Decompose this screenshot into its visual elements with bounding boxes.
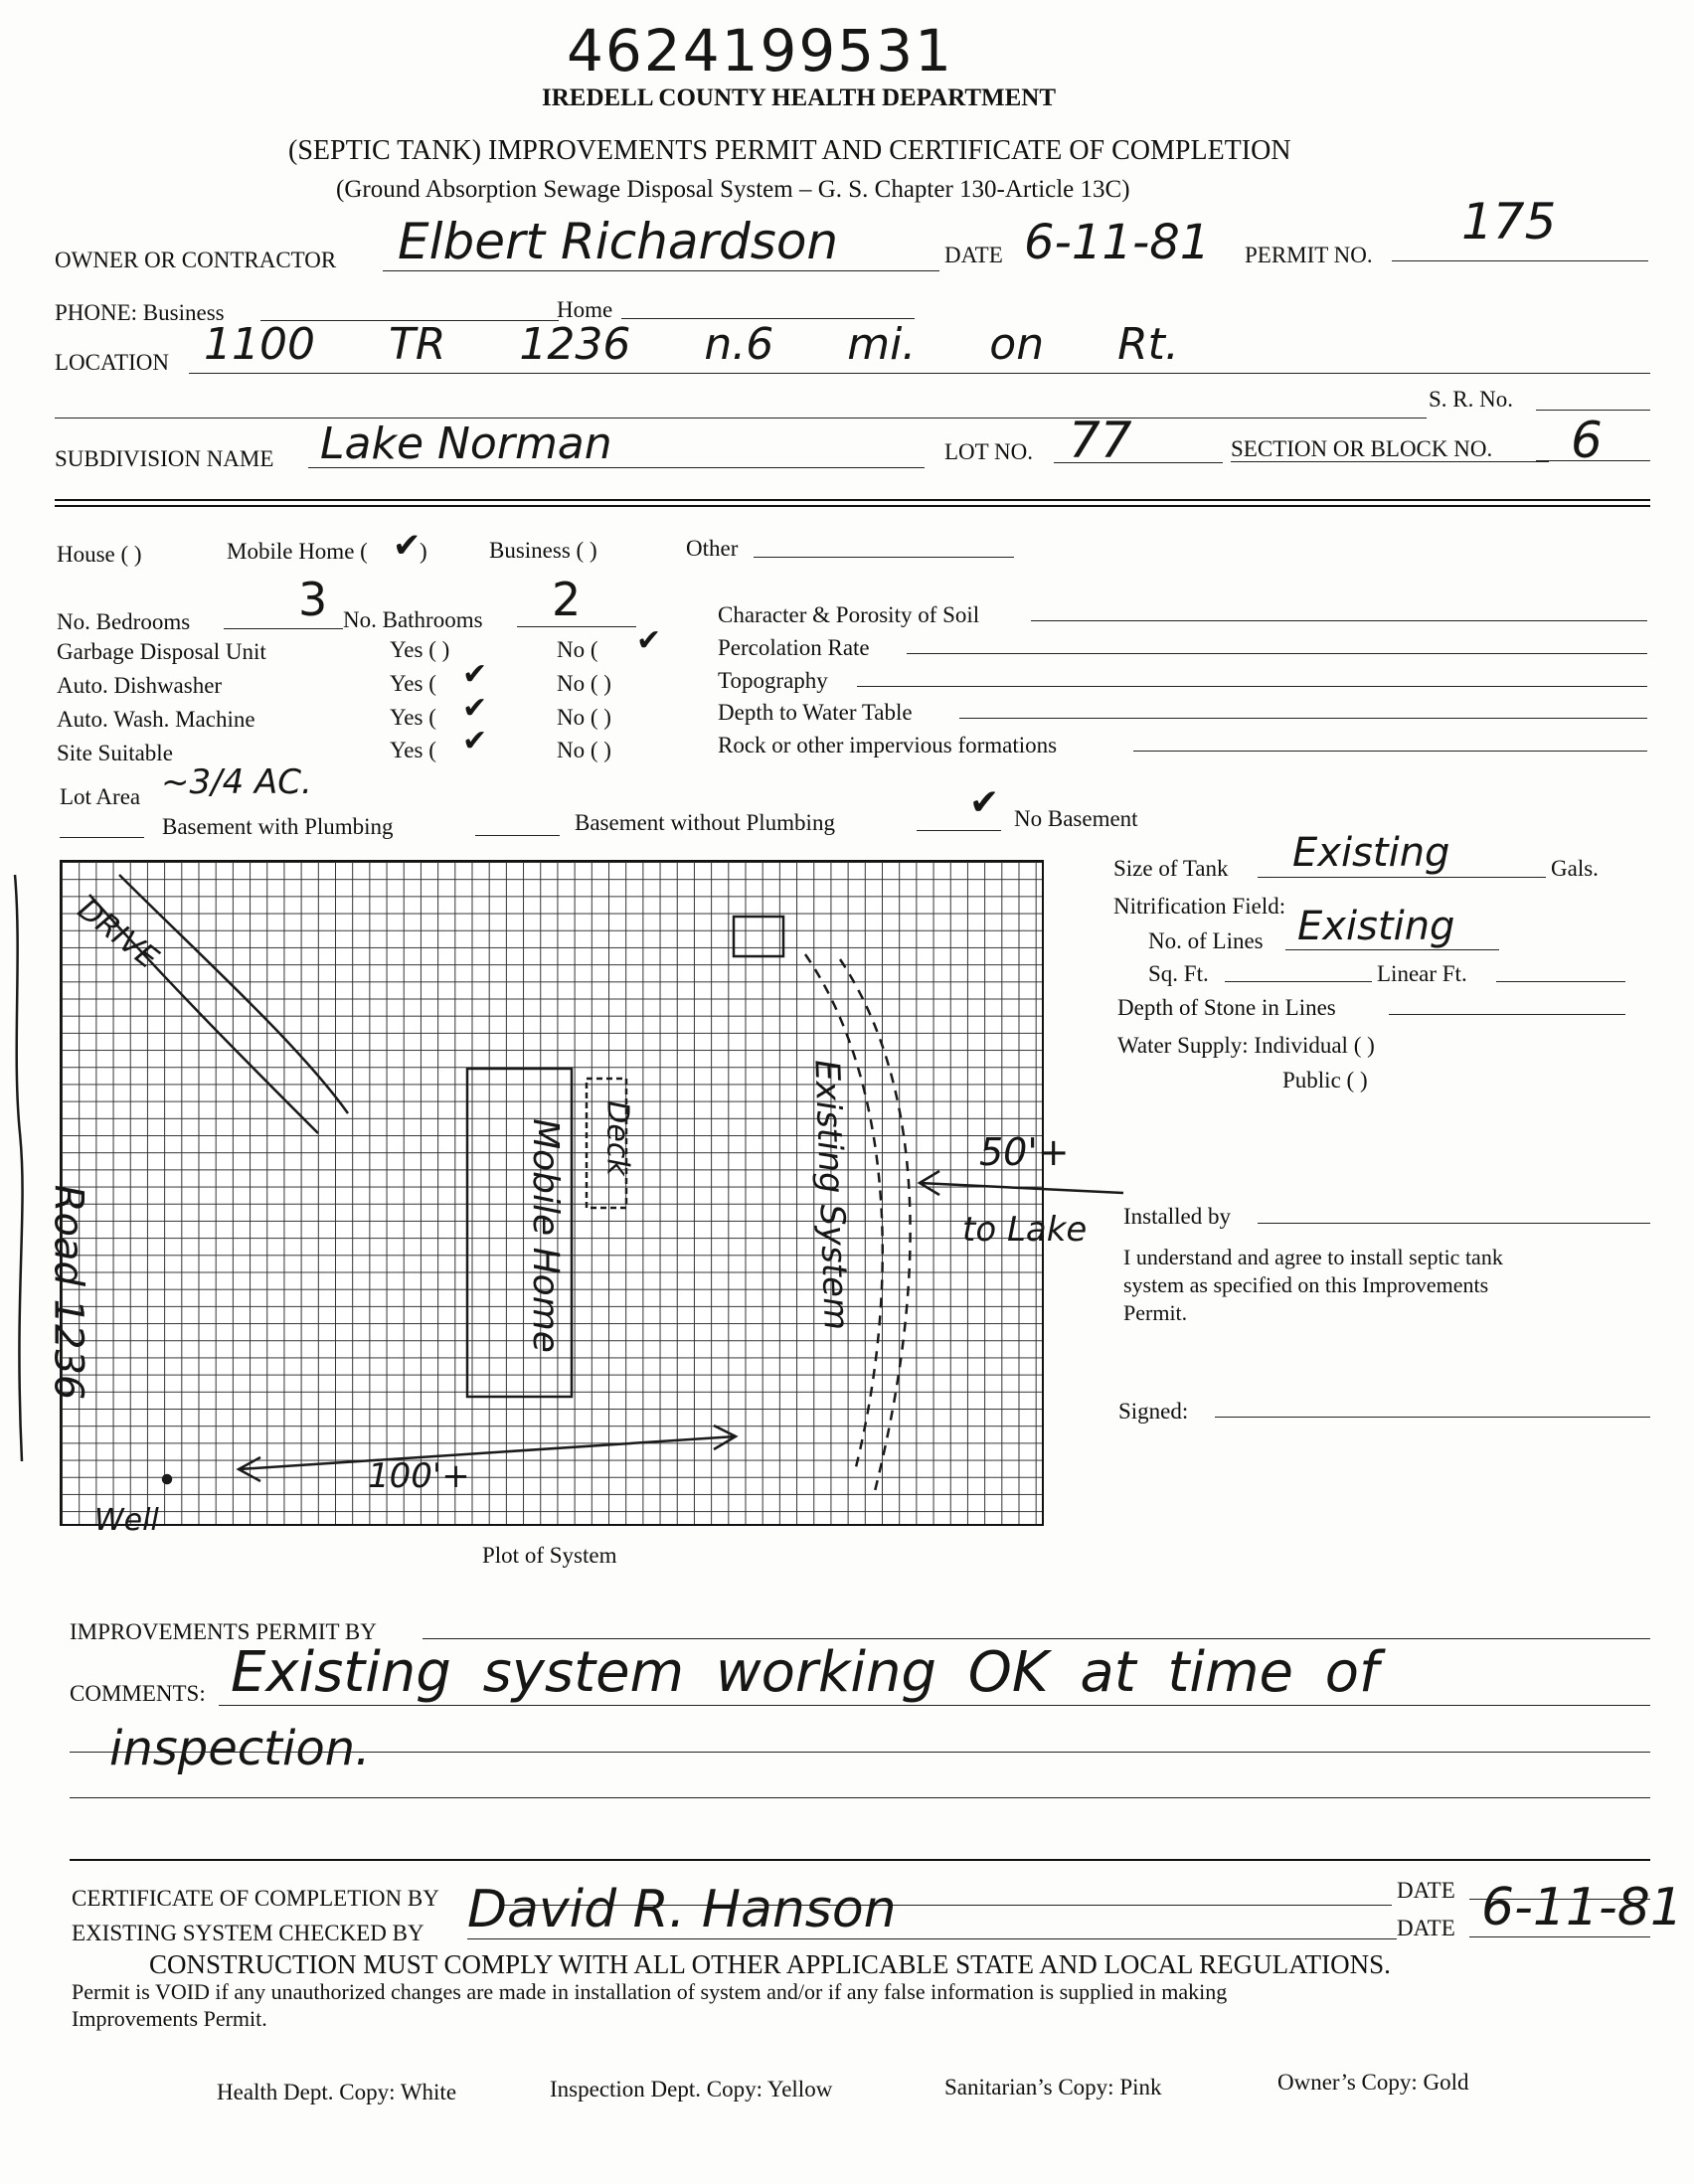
subdivision-value[interactable]: Lake Norman [320, 419, 612, 469]
phone-business-label: PHONE: Business [55, 300, 225, 325]
basement-without-plumbing[interactable]: Basement without Plumbing [575, 810, 835, 835]
row-washer-yes[interactable]: Yes ( [390, 705, 436, 730]
row-garbage-yes[interactable]: Yes ( ) [390, 637, 450, 662]
bathrooms-label: No. Bathrooms [343, 607, 483, 632]
signed-label: Signed: [1118, 1399, 1189, 1424]
plot-deck-label: Deck [599, 1100, 635, 1176]
section-label: SECTION OR BLOCK NO. [1231, 436, 1493, 461]
type-house[interactable]: House ( ) [57, 542, 142, 567]
plot-well-label: Well [94, 1503, 159, 1538]
comments-line-1[interactable]: Existing system working OK at time of [231, 1640, 1379, 1705]
sqft-label: Sq. Ft. [1148, 961, 1209, 986]
checked-signature[interactable]: David R. Hanson [467, 1880, 897, 1939]
row-site-yes[interactable]: Yes ( [390, 738, 436, 762]
plot-distance-lake: 50'+ [979, 1130, 1070, 1174]
type-business[interactable]: Business ( ) [489, 538, 597, 563]
lot-value[interactable]: 77 [1069, 412, 1132, 469]
basement-with-plumbing[interactable]: Basement with Plumbing [162, 814, 394, 839]
row-site-no[interactable]: No ( ) [557, 738, 611, 762]
form-subtitle: (Ground Absorption Sewage Disposal System – G. S. Chapter 130-Article 13C) [336, 176, 1130, 203]
permit-value[interactable]: 175 [1461, 193, 1557, 251]
certificate-date-label: DATE [1397, 1878, 1455, 1903]
bathrooms-value[interactable]: 2 [552, 573, 582, 626]
bedrooms-value[interactable]: 3 [298, 573, 328, 626]
permit-label: PERMIT NO. [1245, 243, 1373, 267]
owner-label: OWNER OR CONTRACTOR [55, 248, 337, 272]
checked-date-label: DATE [1397, 1916, 1455, 1940]
phone-home-label: Home [557, 297, 613, 322]
row-site-label: Site Suitable [57, 741, 173, 765]
lines-label: No. of Lines [1148, 928, 1264, 953]
owner-value[interactable]: Elbert Richardson [398, 213, 839, 270]
plot-existing-system-label: Existing System [806, 1059, 856, 1331]
lot-area-value[interactable]: ~3/4 AC. [161, 762, 312, 802]
row-garbage-label: Garbage Disposal Unit [57, 639, 266, 664]
permit-by-label: IMPROVEMENTS PERMIT BY [70, 1619, 377, 1644]
plot-caption: Plot of System [482, 1543, 617, 1568]
soil-percolation-label: Percolation Rate [718, 635, 870, 660]
void-notice-line-2: Improvements Permit. [72, 2006, 267, 2031]
type-other[interactable]: Other [686, 536, 739, 561]
subdivision-label: SUBDIVISION NAME [55, 446, 274, 471]
section-value[interactable]: 6 [1571, 412, 1603, 469]
department-title: IREDELL COUNTY HEALTH DEPARTMENT [542, 84, 1057, 111]
form-title: (SEPTIC TANK) IMPROVEMENTS PERMIT AND CERTIFICATE OF COMPLETION [288, 135, 1291, 166]
checked-date-value[interactable]: 6-11-81 [1481, 1878, 1683, 1937]
certificate-label: CERTIFICATE OF COMPLETION BY [72, 1886, 439, 1911]
installed-by-label: Installed by [1123, 1204, 1231, 1229]
void-notice-line-1: Permit is VOID if any unauthorized changes are made in installation of system and/or if any false information is supplied in making [72, 1979, 1228, 2004]
check-mark-icon: ✔ [462, 724, 488, 758]
lot-area-label: Lot Area [60, 784, 141, 809]
agreement-line-1: I understand and agree to install septic tank [1123, 1245, 1503, 1269]
agreement-line-2: system as specified on this Improvements [1123, 1272, 1489, 1297]
stone-depth-label: Depth of Stone in Lines [1117, 995, 1336, 1020]
location-label: LOCATION [55, 350, 169, 375]
location-value[interactable]: 1100 TR 1236 n.6 mi. on Rt. [204, 319, 1179, 370]
copy-owner: Owner’s Copy: Gold [1277, 2070, 1469, 2095]
type-mobile-home[interactable]: Mobile Home ( [227, 539, 368, 564]
sr-label: S. R. No. [1429, 387, 1513, 412]
copy-inspection-dept: Inspection Dept. Copy: Yellow [550, 2077, 833, 2101]
plot-mobile-home-label: Mobile Home [524, 1118, 566, 1353]
plot-distance-road: 100'+ [368, 1456, 470, 1496]
check-mark-icon: ✔ [462, 691, 488, 726]
row-dishwasher-no[interactable]: No ( ) [557, 671, 611, 696]
check-mark-icon: ✔ [462, 657, 488, 692]
soil-topography-label: Topography [718, 668, 828, 693]
tank-gals-label: Gals. [1551, 856, 1599, 881]
soil-character-label: Character & Porosity of Soil [718, 602, 980, 627]
lot-label: LOT NO. [944, 439, 1034, 464]
tank-size-value[interactable]: Existing [1292, 830, 1450, 876]
water-public[interactable]: Public ( ) [1282, 1068, 1368, 1092]
tank-size-label: Size of Tank [1113, 856, 1229, 881]
row-washer-label: Auto. Wash. Machine [57, 707, 255, 732]
lines-value[interactable]: Existing [1297, 904, 1455, 949]
nitrification-label: Nitrification Field: [1113, 894, 1286, 919]
comments-line-2[interactable]: inspection. [109, 1721, 371, 1776]
plot-road-label: Road 1236 [45, 1184, 91, 1401]
agreement-line-3: Permit. [1123, 1300, 1188, 1325]
date-value[interactable]: 6-11-81 [1024, 215, 1211, 270]
date-label: DATE [944, 243, 1003, 267]
bedrooms-label: No. Bedrooms [57, 609, 191, 634]
type-mobile-home-close: ) [420, 539, 427, 564]
soil-water-table-label: Depth to Water Table [718, 700, 913, 725]
row-dishwasher-label: Auto. Dishwasher [57, 673, 223, 698]
check-mark-icon: ✔ [969, 782, 1000, 823]
copy-sanitarian: Sanitarian’s Copy: Pink [944, 2075, 1162, 2100]
plot-to-lake: to Lake [962, 1210, 1088, 1250]
water-individual[interactable]: Water Supply: Individual ( ) [1117, 1033, 1375, 1058]
comments-label: COMMENTS: [70, 1681, 206, 1706]
row-washer-no[interactable]: No ( ) [557, 705, 611, 730]
file-number: 4624199531 [567, 17, 954, 84]
check-mark-icon: ✔ [636, 623, 662, 658]
copy-health-dept: Health Dept. Copy: White [217, 2080, 457, 2104]
plot-drive-label: DRIVE [71, 892, 165, 976]
row-garbage-no[interactable]: No ( [557, 637, 598, 662]
linear-ft-label: Linear Ft. [1377, 961, 1467, 986]
regulations-notice: CONSTRUCTION MUST COMPLY WITH ALL OTHER APPLICABLE STATE AND LOCAL REGULATIONS. [149, 1949, 1391, 1979]
check-mark-icon: ✔ [393, 526, 422, 566]
existing-checked-label: EXISTING SYSTEM CHECKED BY [72, 1921, 424, 1945]
soil-rock-label: Rock or other impervious formations [718, 733, 1058, 757]
basement-none[interactable]: No Basement [1014, 806, 1138, 831]
row-dishwasher-yes[interactable]: Yes ( [390, 671, 436, 696]
